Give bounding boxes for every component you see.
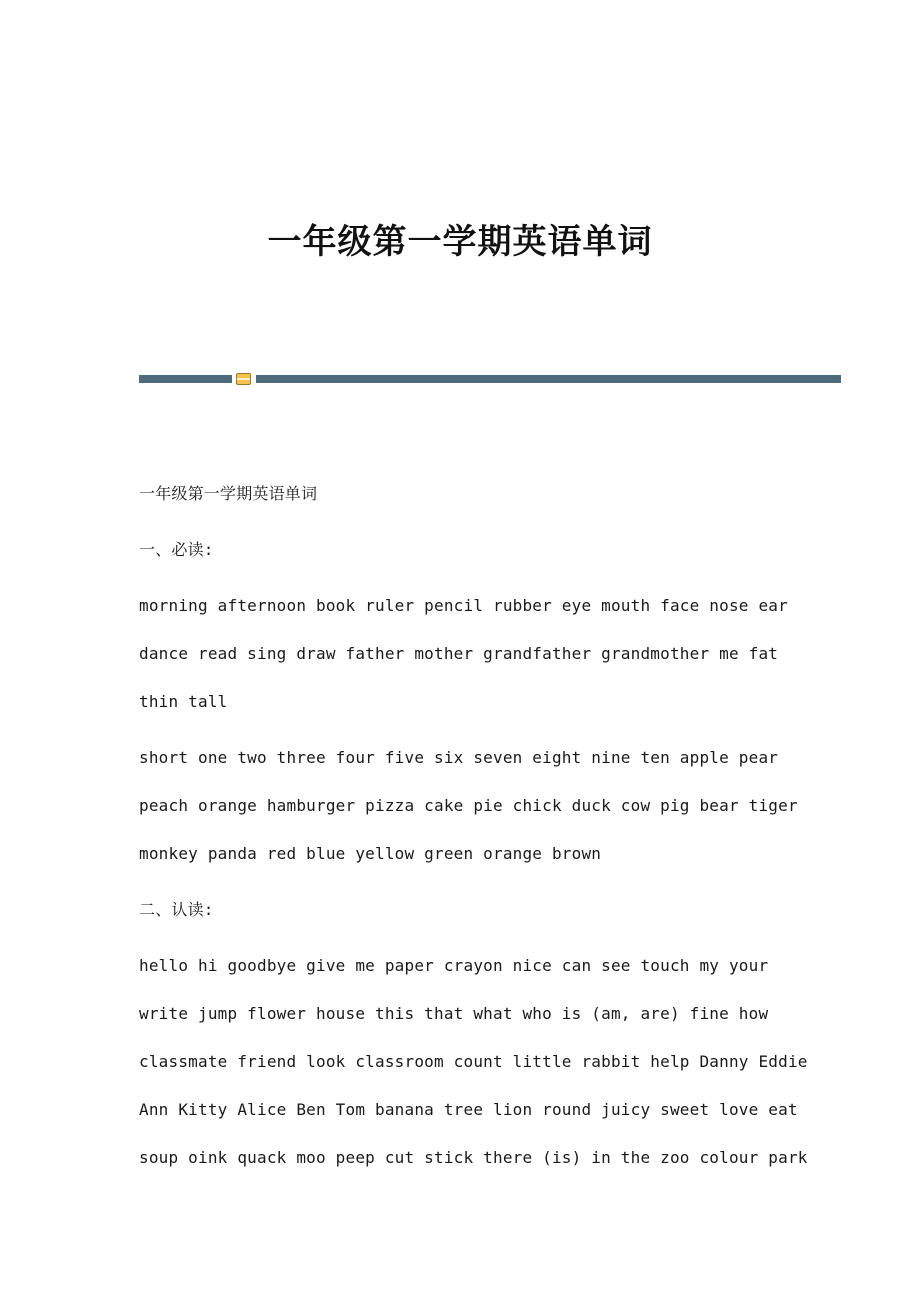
word-line: short one two three four five six seven eight nine ten apple pear xyxy=(139,748,779,767)
word-paragraph xyxy=(139,582,799,726)
word-line: hello hi goodbye give me paper crayon nice can see touch my your xyxy=(139,956,769,975)
divider-bar-right xyxy=(256,375,841,383)
section-heading-recognize: 二、认读: xyxy=(139,900,214,919)
section-heading-required: 一、必读: xyxy=(139,540,214,559)
envelope-ornament-icon xyxy=(236,373,251,385)
word-line: thin tall xyxy=(139,692,228,711)
word-line: monkey panda red blue yellow green orange brown xyxy=(139,844,602,863)
word-line: peach orange hamburger pizza cake pie chick duck cow pig bear tiger xyxy=(139,796,798,815)
word-paragraph xyxy=(139,734,799,878)
document-body xyxy=(139,470,808,1182)
document-title: 一年级第一学期英语单词 xyxy=(267,222,653,262)
word-paragraph xyxy=(139,942,808,1182)
word-line: soup oink quack moo peep cut stick there (is) in the zoo colour park xyxy=(139,1148,808,1167)
word-line: classmate friend look classroom count little rabbit help Danny Eddie xyxy=(139,1052,808,1071)
word-line: write jump flower house this that what who is (am, are) fine how xyxy=(139,1004,769,1023)
word-line: dance read sing draw father mother grandfather grandmother me fat xyxy=(139,644,779,663)
word-line: Ann Kitty Alice Ben Tom banana tree lion round juicy sweet love eat xyxy=(139,1100,798,1119)
body-subtitle: 一年级第一学期英语单词 xyxy=(139,484,318,503)
divider-bar-left xyxy=(139,375,232,383)
title-divider xyxy=(139,372,841,386)
word-line: morning afternoon book ruler pencil rubber eye mouth face nose ear xyxy=(139,596,788,615)
